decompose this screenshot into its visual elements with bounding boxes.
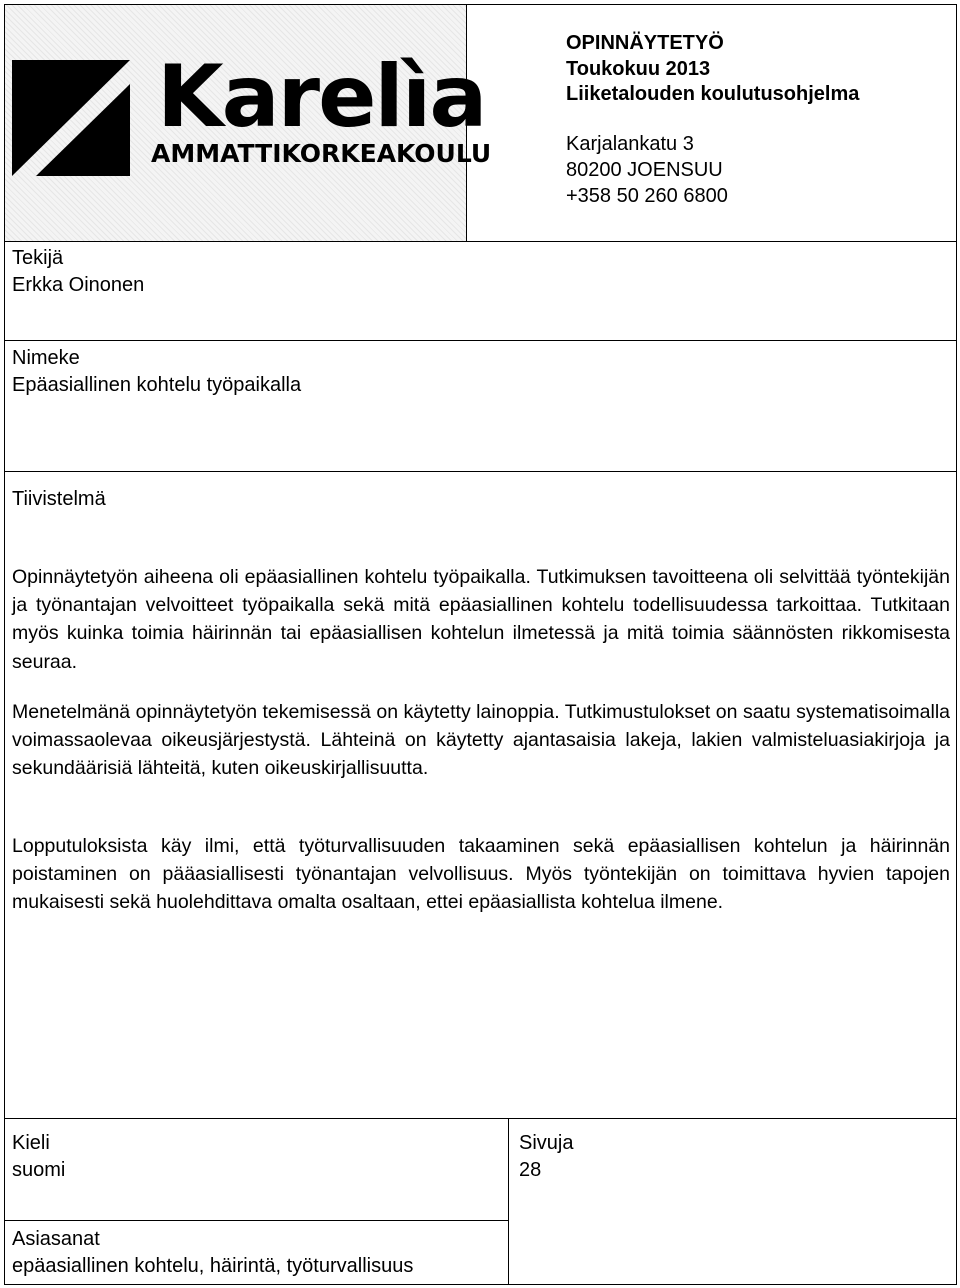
- karelia-logo: [12, 47, 492, 176]
- phone-number: +358 50 260 6800: [566, 185, 728, 207]
- keywords-value: epäasiallinen kohtelu, häirintä, työturvallisuus: [12, 1255, 414, 1277]
- keywords-label: Asiasanat: [12, 1228, 100, 1250]
- abstract-label: Tiivistelmä: [12, 488, 106, 510]
- abstract-paragraph: Lopputuloksista käy ilmi, että työturvallisuuden takaaminen sekä epäasiallisen kohtelun ja häirinnän poistaminen on pääasiallisesti työnantajan velvollisuus. Myös työntekijän on toimittava hyvien tapojen mukaisesti sekä huolehdittava omalta osaltaan, ettei epäasiallista kohtelua ilmene.: [12, 835, 950, 914]
- doc-type: OPINNÄYTETYÖ: [566, 32, 724, 54]
- karelia-logo-mark-icon: [12, 60, 130, 176]
- thesis-title: Epäasiallinen kohtelu työpaikalla: [12, 374, 302, 396]
- logo-subtitle: AMMATTIKORKEAKOULU: [151, 139, 492, 168]
- language-label: Kieli: [12, 1132, 50, 1154]
- address-street: Karjalankatu 3: [566, 133, 694, 155]
- address-city: 80200 JOENSUU: [566, 159, 723, 181]
- author-name: Erkka Oinonen: [12, 274, 145, 296]
- title-label: Nimeke: [12, 347, 80, 369]
- logo-wordmark: Karelìa: [157, 47, 486, 147]
- abstract-paragraph: Menetelmänä opinnäytetyön tekemisessä on käytetty lainoppia. Tutkimustulokset on saatu systematisoimalla voimassaolevaa oikeusjärjestystä. Lähteinä on käytetty ajantasaisia lakeja, lakien valmisteluasiakirjoja ja sekundäärisiä lähteitä, kuten oikeuskirjallisuutta.: [12, 701, 950, 780]
- language-cell: [4, 1118, 509, 1221]
- pages-value: 28: [519, 1159, 542, 1181]
- language-value: suomi: [12, 1159, 66, 1181]
- abstract-paragraph: Opinnäytetyön aiheena oli epäasiallinen kohtelu työpaikalla. Tutkimuksen tavoitteena oli selvittää työntekijän ja työnantajan velvoitteet työpaikalla sekä mitä epäasiallinen kohtelu todellisuudessa tarkoittaa. Tutkitaan myös kuinka toimia häirinnän tai epäasiallisen kohtelun ilmetessä ja mitä toimia säännösten rikkomisesta seuraa.: [12, 566, 950, 673]
- pages-label: Sivuja: [519, 1132, 574, 1154]
- author-label: Tekijä: [12, 247, 64, 269]
- degree-program: Liiketalouden koulutusohjelma: [566, 83, 860, 105]
- author-section: [4, 241, 957, 341]
- doc-date: Toukokuu 2013: [566, 58, 711, 80]
